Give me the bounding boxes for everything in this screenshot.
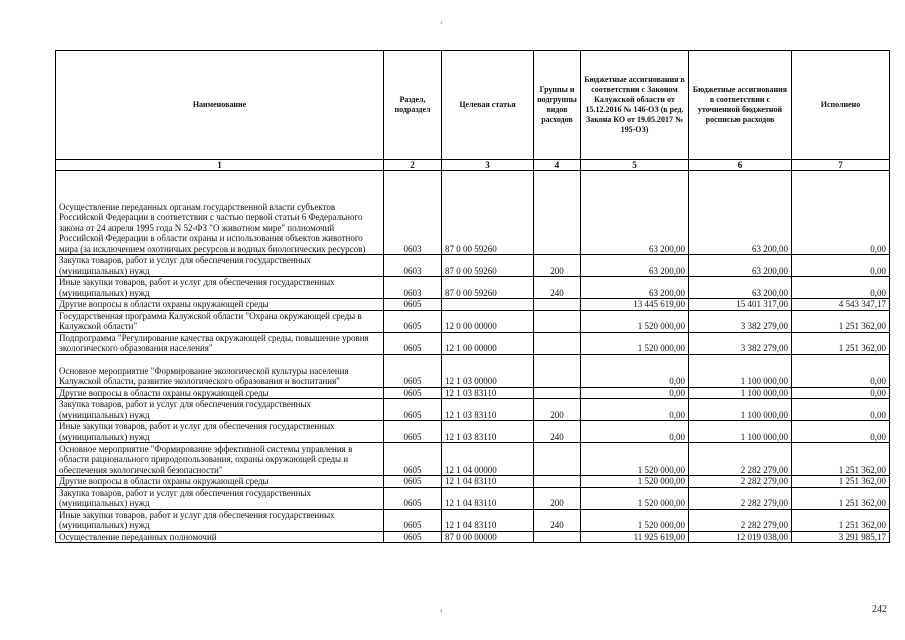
row-executed-amount-cell: 0,00 [792,354,890,387]
table-body [56,171,890,543]
header-name: Наименование [56,51,384,160]
row-law-amount-cell: 1 520 000,00 [581,509,689,531]
row-section-cell: 0605 [384,310,442,332]
row-refined-amount-cell: 3 382 279,00 [689,332,792,354]
row-group-cell [534,332,581,354]
row-group-cell: 240 [534,421,581,443]
column-number: 3 [442,160,534,171]
row-refined-amount-cell: 1 100 000,00 [689,421,792,443]
row-article-cell: 87 0 00 59260 [442,171,534,255]
row-refined-amount-cell: 1 100 000,00 [689,399,792,421]
column-number: 1 [56,160,384,171]
row-executed-amount-cell: 3 291 985,17 [792,531,890,543]
header-refined-allocation: Бюджетные ассигнования в соответствии с уточненной бюджетной росписью расходов [689,51,792,160]
header-target-article: Целевая статья [442,51,534,160]
row-article-cell: 87 0 00 00000 [442,531,534,543]
row-name-cell: Подпрограмма "Регулирование качества окружающей среды, повышение уровня экологического образования населения" [56,332,384,354]
row-executed-amount-cell: 1 251 362,00 [792,310,890,332]
row-law-amount-cell: 63 200,00 [581,277,689,299]
row-section-cell: 0605 [384,332,442,354]
row-article-cell: 12 1 03 83110 [442,399,534,421]
row-law-amount-cell: 63 200,00 [581,171,689,255]
row-article-cell: 12 1 03 83110 [442,421,534,443]
row-refined-amount-cell: 1 100 000,00 [689,354,792,387]
row-refined-amount-cell: 2 282 279,00 [689,509,792,531]
column-number: 6 [689,160,792,171]
row-law-amount-cell: 1 520 000,00 [581,310,689,332]
header-row [56,51,890,160]
table-row [56,387,890,399]
row-name-cell: Закупка товаров, работ и услуг для обеспечения государственных (муниципальных) нужд [56,255,384,277]
column-number: 5 [581,160,689,171]
row-name-cell: Закупка товаров, работ и услуг для обеспечения государственных (муниципальных) нужд [56,399,384,421]
header-executed: Исполнено [792,51,890,160]
column-number: 4 [534,160,581,171]
row-section-cell: 0605 [384,443,442,476]
row-law-amount-cell: 1 520 000,00 [581,487,689,509]
row-executed-amount-cell: 4 543 347,17 [792,299,890,311]
row-executed-amount-cell: 0,00 [792,277,890,299]
row-section-cell: 0605 [384,387,442,399]
row-law-amount-cell: 1 520 000,00 [581,443,689,476]
row-refined-amount-cell: 2 282 279,00 [689,476,792,488]
table-row [56,421,890,443]
header-expense-group: Группы и подгруппы видов расходов [534,51,581,160]
row-name-cell: Другие вопросы в области охраны окружающей среды [56,387,384,399]
row-name-cell: Иные закупки товаров, работ и услуг для обеспечения государственных (муниципальных) нужд [56,421,384,443]
table-row [56,399,890,421]
row-refined-amount-cell: 63 200,00 [689,171,792,255]
row-executed-amount-cell: 0,00 [792,255,890,277]
row-refined-amount-cell: 2 282 279,00 [689,443,792,476]
row-executed-amount-cell: 0,00 [792,387,890,399]
row-name-cell: Другие вопросы в области охраны окружающей среды [56,476,384,488]
row-name-cell: Основное мероприятие "Формирование экологической культуры населения Калужской области, развитие экологического образования и воспитания" [56,354,384,387]
table-row [56,509,890,531]
row-article-cell [442,299,534,311]
row-law-amount-cell: 0,00 [581,421,689,443]
row-executed-amount-cell: 1 251 362,00 [792,476,890,488]
table-row [56,476,890,488]
column-number: 2 [384,160,442,171]
row-section-cell: 0605 [384,476,442,488]
row-law-amount-cell: 13 445 619,00 [581,299,689,311]
page-number: 242 [872,604,887,615]
row-group-cell [534,354,581,387]
row-article-cell: 12 1 04 00000 [442,443,534,476]
table-row [56,443,890,476]
row-name-cell: Осуществление переданных органам государственной власти субъектов Российской Федерации в соответствии с частью первой статьи 6 Федерального закона от 24 апреля 1995 года N 52-ФЗ "О животном мире" полномочий Российской Федерации в области охраны и использования объектов животного мира (за исключением охотничьих ресурсов и водных биологических ресурсов) [56,171,384,255]
row-name-cell: Иные закупки товаров, работ и услуг для обеспечения государственных (муниципальных) нужд [56,509,384,531]
table-row [56,277,890,299]
table-row [56,299,890,311]
row-name-cell: Другие вопросы в области охраны окружающей среды [56,299,384,311]
row-group-cell [534,531,581,543]
column-number: 7 [792,160,890,171]
row-group-cell: 200 [534,399,581,421]
row-law-amount-cell: 0,00 [581,387,689,399]
row-name-cell: Иные закупки товаров, работ и услуг для обеспечения государственных (муниципальных) нужд [56,277,384,299]
row-article-cell: 12 1 03 00000 [442,354,534,387]
row-section-cell: 0605 [384,509,442,531]
table-row [56,255,890,277]
row-article-cell: 87 0 00 59260 [442,277,534,299]
column-number-row [56,160,890,171]
row-name-cell: Основное мероприятие "Формирование эффективной системы управления в области рационального природопользования, охраны окружающей среды и обеспечения экологической безопасности" [56,443,384,476]
row-law-amount-cell: 1 520 000,00 [581,476,689,488]
row-law-amount-cell: 1 520 000,00 [581,332,689,354]
row-refined-amount-cell: 1 100 000,00 [689,387,792,399]
row-law-amount-cell: 0,00 [581,354,689,387]
row-section-cell: 0605 [384,487,442,509]
row-law-amount-cell: 0,00 [581,399,689,421]
row-executed-amount-cell: 1 251 362,00 [792,443,890,476]
row-section-cell: 0603 [384,171,442,255]
row-group-cell [534,310,581,332]
row-refined-amount-cell: 63 200,00 [689,277,792,299]
row-section-cell: 0605 [384,399,442,421]
row-article-cell: 12 1 04 83110 [442,509,534,531]
row-article-cell: 87 0 00 59260 [442,255,534,277]
table-row [56,332,890,354]
table-row [56,171,890,255]
row-article-cell: 12 1 04 83110 [442,476,534,488]
table-row [56,354,890,387]
row-article-cell: 12 1 03 83110 [442,387,534,399]
row-name-cell: Закупка товаров, работ и услуг для обеспечения государственных (муниципальных) нужд [56,487,384,509]
row-group-cell [534,443,581,476]
row-section-cell: 0605 [384,354,442,387]
scan-mark-top: ‘ [440,20,443,29]
row-refined-amount-cell: 15 401 317,00 [689,299,792,311]
row-section-cell: 0603 [384,255,442,277]
row-section-cell: 0603 [384,277,442,299]
row-refined-amount-cell: 3 382 279,00 [689,310,792,332]
row-group-cell: 200 [534,255,581,277]
row-law-amount-cell: 11 925 619,00 [581,531,689,543]
budget-table [55,50,890,543]
row-executed-amount-cell: 0,00 [792,399,890,421]
row-group-cell [534,299,581,311]
row-section-cell: 0605 [384,299,442,311]
table-row [56,310,890,332]
row-executed-amount-cell: 1 251 362,00 [792,509,890,531]
row-refined-amount-cell: 12 019 038,00 [689,531,792,543]
row-group-cell [534,171,581,255]
table-row [56,531,890,543]
row-article-cell: 12 1 00 00000 [442,332,534,354]
header-section: Раздел, подраздел [384,51,442,160]
row-group-cell [534,476,581,488]
row-group-cell: 240 [534,277,581,299]
row-article-cell: 12 1 04 83110 [442,487,534,509]
row-law-amount-cell: 63 200,00 [581,255,689,277]
row-executed-amount-cell: 1 251 362,00 [792,332,890,354]
row-refined-amount-cell: 2 282 279,00 [689,487,792,509]
row-section-cell: 0605 [384,531,442,543]
row-refined-amount-cell: 63 200,00 [689,255,792,277]
row-article-cell: 12 0 00 00000 [442,310,534,332]
row-name-cell: Осуществление переданных полномочий [56,531,384,543]
row-group-cell: 240 [534,509,581,531]
row-executed-amount-cell: 0,00 [792,421,890,443]
header-law-allocation: Бюджетные ассигнования в соответствии с Законом Калужской области от 15.12.2016 № 146-ОЗ (в ред. Закона КО от 19.05.2017 № 195-ОЗ) [581,51,689,160]
scan-mark-bottom: ‹ [440,606,443,615]
row-section-cell: 0605 [384,421,442,443]
row-group-cell: 200 [534,487,581,509]
table-row [56,487,890,509]
row-executed-amount-cell: 1 251 362,00 [792,487,890,509]
row-group-cell [534,387,581,399]
row-name-cell: Государственная программа Калужской области "Охрана окружающей среды в Калужской области" [56,310,384,332]
row-executed-amount-cell: 0,00 [792,171,890,255]
